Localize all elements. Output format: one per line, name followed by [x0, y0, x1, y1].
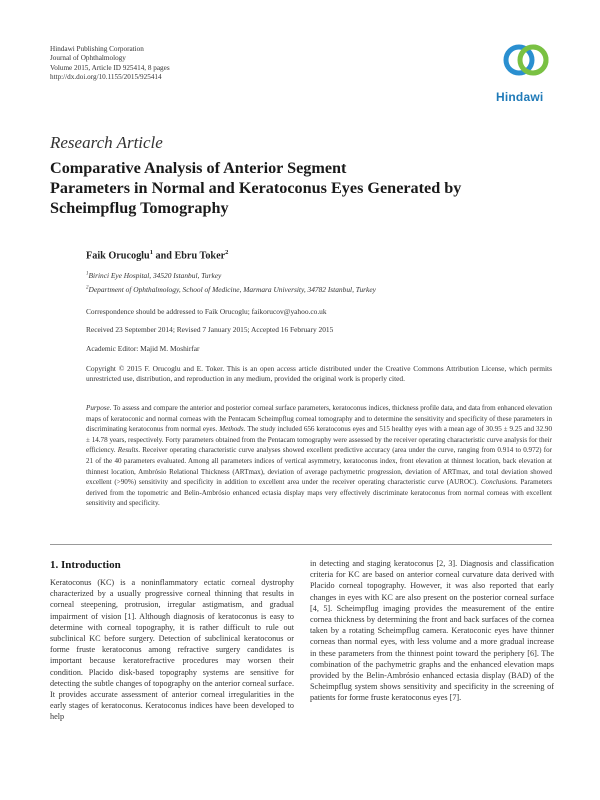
abstract-label: Conclusions: [480, 478, 516, 487]
affil-text: Birinci Eye Hospital, 34520 Istanbul, Turkey: [88, 271, 222, 280]
author-name: Ebru Toker: [174, 250, 226, 262]
paragraph: Keratoconus (KC) is a noninflammatory ectatic corneal dystrophy characterized by a usually progressive corneal thinning that results in corneal steepening, protrusion, irregular astigmatism, and gradual impairment of vision [1]. Although diagnosis of keratoconus is easy to determine with corneal topography, it is rather difficult to rule out subclinical KC before surgery. Detection of subclinical keratoconus or forme fruste keratoconus among refractive surgery candidates is important because keratorefractive procedures may worsen their condition. Placido disk-based topography systems are sensitive for detecting the subtle changes of topography on the anterior corneal surface. It provides accurate assessment of anterior corneal irregularities in the early stages of keratoconus. Keratoconus indices have been developed to help: [50, 578, 294, 722]
author-conjunction: and: [152, 250, 175, 262]
affiliation: [86, 271, 221, 280]
section-divider: [50, 544, 552, 545]
author-list: [86, 249, 228, 261]
doi-link[interactable]: http://dx.doi.org/10.1155/2015/925414: [50, 73, 162, 82]
title-line: Parameters in Normal and Keratoconus Eyes Generated by: [50, 179, 462, 197]
abstract-text: . Receiver operating characteristic curve analyses showed excellent predictive accuracy (area under the curve, ranging from 0.914 to 0.972) for 21 of the 40 parameters evaluated. Among all parameters indices of vertical asymmetry, keratoconus index, front elevation at thinnest location, back elevation at thinnest location, Ambrósio Relational Thickness (ARTmax), deviation of average pachymetric progression, deviation of ARTmax, and total deviation showed excellent (>90%) sensitivity and specificity in addition to excellent area under the receiver operating characteristic curve (AUROC).: [86, 446, 553, 487]
copyright-notice: Copyright © 2015 F. Orucoglu and E. Toker. This is an open access article distributed under the Creative Commons Attribution License, which permits unrestricted use, distribution, and reproduction in any medium, provided the original work is properly cited.: [86, 364, 552, 383]
abstract-label: Results: [117, 446, 139, 455]
abstract-label: Methods: [219, 425, 244, 434]
title-line: Comparative Analysis of Anterior Segment: [50, 159, 347, 177]
body-column-right: [310, 558, 554, 704]
journal-name: Journal of Ophthalmology: [50, 54, 126, 63]
abstract-label: Purpose: [86, 404, 110, 412]
received-dates: Received 23 September 2014; Revised 7 January 2015; Accepted 16 February 2015: [86, 325, 334, 334]
author-name: Faik Orucoglu: [86, 250, 150, 262]
title-line: Scheimpflug Tomography: [50, 199, 229, 217]
article-title: [50, 158, 550, 218]
affiliation: [86, 285, 376, 294]
body-column-left: [50, 577, 294, 723]
publisher-name: Hindawi Publishing Corporation: [50, 45, 144, 53]
affil-text: Department of Ophthalmology, School of Medicine, Marmara University, 34782 Istanbul, Turkey: [88, 285, 376, 294]
abstract-text: . To assess and compare the anterior and posterior corneal surface parameters, keratoconus indices, thickness profile data, and data from enhanced elevation maps of keratoconic and normal corneas with the Pentacam Scheimpflug corneal tomography and to determine the sensitivity and specificity of these parameters in discriminating keratoconus from normal eyes.: [86, 404, 553, 434]
affil-mark: 1: [86, 271, 89, 277]
author-affil-mark: 1: [149, 249, 153, 256]
paragraph: in detecting and staging keratoconus [2, 3]. Diagnosis and classification criteria for KC are based on anterior corneal curvature data derived with Placido corneal topography. However, it was also reported that early changes in eyes with KC are also present on the posterior corneal surface [4, 5]. Scheimpflug imaging provides the measurement of the entire cornea thickness by determining the front and back surfaces of the cornea taken by a rotating Scheimpflug camera. Keratoconic eyes have thinner corneas than normal eyes, with less volume and a more gradual increase in these parameters from the thinnest point toward the periphery [6]. The combination of the pachymetric graphs and the enhanced elevation maps provided by the Belin-Ambrósio enhanced ectasia display (BAD) of the Scheimpflug system shows sensitivity and specificity in the screening of patients for forme fruste keratoconus eyes [7].: [310, 559, 554, 703]
abstract-text: . The study included 656 keratoconus eyes and 515 healthy eyes with a mean age of 30.95 ± 9.25 and 32.90 ± 14.78 years, respectively. Forty parameters obtained from the Pentacam tomography were assessed by the receiver operating characteristic curve analysis for their efficiency.: [86, 425, 552, 455]
abstract-text: . Parameters derived from the topometric and Belin-Ambrósio enhanced ectasia display maps very effectively discriminate keratoconus from normal corneas with excellent sensitivity and specificity.: [86, 478, 552, 508]
section-heading: 1. Introduction: [50, 559, 121, 571]
hindawi-logo-text: Hindawi: [496, 90, 544, 104]
academic-editor: Academic Editor: Majid M. Moshirfar: [86, 344, 200, 353]
abstract: [86, 403, 552, 509]
article-type: Research Article: [50, 133, 163, 152]
journal-header: [50, 45, 170, 83]
volume-info: Volume 2015, Article ID 925414, 8 pages: [50, 63, 170, 72]
correspondence: Correspondence should be addressed to Faik Orucoglu; faikorucov@yahoo.co.uk: [86, 307, 327, 316]
affil-mark: 2: [86, 285, 89, 291]
author-affil-mark: 2: [225, 249, 229, 256]
